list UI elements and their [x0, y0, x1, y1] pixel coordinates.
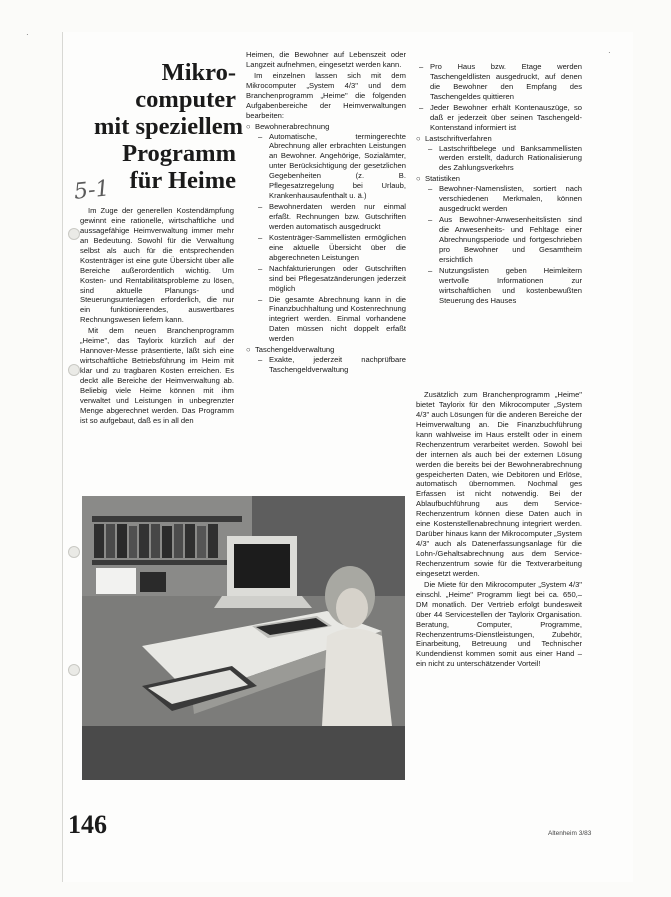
list-item: – Automatische, termingerechte Abrechnung aller erbrachten Leistungen an Bewohner. Angehörige, Sozialämter, unter Berücksichtigung der gesetzlichen Gegebenheiten (z. B. Pflegesatzregelung bei Urlaub, Krankenhausaufenthalt u. ä.): [255, 132, 406, 202]
paragraph: Die Miete für den Mikrocomputer „System 4/3" einschl. „Heime" Programm liegt bei ca. 650,– DM monatlich. Der Vertrieb erfolgt bundesweit über 44 Servicestellen der Taylorix Organisation. Beratung, Computer, Programme, Rechenzentrums-Dienstleistungen, Zubehör, Einarbeitung, Betreuung und Technischer Kundendienst kommen somit aus einer Hand – ein nicht zu unterschätzender Vorteil!: [416, 579, 582, 669]
section-heading: Statistiken: [425, 174, 461, 184]
circle-bullet-icon: ○: [246, 121, 251, 131]
circle-bullet-icon: ○: [416, 133, 421, 143]
section-heading: Taschengeldverwaltung: [255, 345, 335, 355]
text-column-3: [416, 62, 582, 307]
list-item: – Bewohnerdaten werden nur einmal erfaßt. Rechnungen bzw. Gutschriften werden automatisch ausgedruckt: [255, 202, 406, 232]
task-section: [416, 134, 582, 174]
list-item: – Aus Bewohner-Anwesenheitslisten sind die Anwesenheits- und Fehltage einer Abrechnungsperiode und fortgeschrieben pro Bewohner und Gesamtheim ersichtlich: [425, 215, 582, 265]
task-list: [246, 122, 406, 375]
terminal-photo: [82, 496, 405, 780]
scan-mark: ·: [608, 48, 611, 57]
page-number: 146: [68, 810, 107, 839]
paragraph: Im Zuge der generellen Kostendämpfung gewinnt eine rationelle, wirtschaftliche und aussagefähige Heimverwaltung immer mehr an Bedeutung. Sowohl für die Verwaltung selbst als auch für die entsprechenden Kostenträger ist eine gute Übersicht über alle Bereiche außerordentlich wichtig. Um Kosten- und Rentabilitätsprobleme zu lösen, sind aktuelle Planungs- und Steuerungsunterlagen erforderlich, die nur ein funktionierendes, auswertbares Rechnungswesen liefern kann.: [80, 206, 234, 325]
task-section: [246, 345, 406, 375]
binder-hole-icon: [68, 664, 80, 676]
list-item: – Pro Haus bzw. Etage werden Taschengeldlisten ausgedruckt, auf denen die Bewohner den Empfang des Taschengeldes quittieren: [416, 62, 582, 102]
list-item: – Die gesamte Abrechnung kann in die Finanzbuchhaltung und Kostenrechnung integriert werden. Einmal vorhandene Daten müssen nicht doppelt erfaßt werden: [255, 295, 406, 345]
title-line: für Heime: [129, 166, 236, 194]
list-item: – Kostenträger-Sammellisten ermöglichen eine aktuelle Übersicht über die abgerechneten Leistungen: [255, 233, 406, 263]
task-section: [416, 174, 582, 305]
title-line: computer: [135, 85, 236, 113]
task-list: [416, 134, 582, 306]
list-item: – Jeder Bewohner erhält Kontenauszüge, so daß er jederzeit über seinen Taschengeld-Kontenstand informiert ist: [416, 103, 582, 133]
list-item: – Bewohner-Namenslisten, sortiert nach verschiedenen Merkmalen, können ausgedruckt werden: [425, 184, 582, 214]
title-line: mit speziellem: [94, 112, 243, 140]
footer-text: Altenheim 3/83: [548, 830, 592, 837]
list-item: – Lastschriftbelege und Banksammellisten werden erstellt, dadurch Rationalisierung des Zahlungsverkehrs: [425, 144, 582, 174]
article-title: [94, 59, 243, 195]
section-heading: Bewohnerabrechnung: [255, 121, 330, 131]
section-heading: Lastschriftverfahren: [425, 133, 492, 143]
scan-mark: ·: [26, 30, 29, 39]
paragraph: Im einzelnen lassen sich mit dem Mikrocomputer „System 4/3" und dem Branchenprogramm „Heime" die folgenden Aufgabenbereiche der Heimverwaltungen bearbeiten:: [246, 70, 406, 120]
handwritten-note: 5-1: [72, 176, 111, 205]
text-column-3-continued: [416, 390, 582, 670]
title-line: Programm: [122, 139, 236, 167]
binder-hole-icon: [68, 364, 80, 376]
circle-bullet-icon: ○: [246, 345, 251, 355]
binder-hole-icon: [68, 546, 80, 558]
circle-bullet-icon: ○: [416, 174, 421, 184]
text-column-2: [246, 50, 406, 376]
list-item: – Nutzungslisten geben Heimleitern wertvolle Informationen zur wirtschaftlichen und kostenbewußten Steuerung des Hauses: [425, 266, 582, 306]
paragraph: Zusätzlich zum Branchenprogramm „Heime" bietet Taylorix für den Mikrocomputer „System 4/3" auch Lösungen für die anderen Bereiche der Heimverwaltung an. Die Finanzbuchführung kann wahlweise im Haus erstellt oder in einem Rechenzentrum verarbeitet werden. Sowohl bei der internen als auch bei der externen Lösung werden die bereits bei der Bewohnerabrechnung gespeicherten Daten, wie Debitoren und Erlöse, automatisch übernommen. Nochmal ges Erfassen ist nicht notwendig. Bei der Ablaufbuchführung aus dem Service-Rechenzentrum können diese Daten auch in eine Kostenstellenabrechnung integriert werden. Darüber hinaus kann der Mikrocomputer „System 4/3" auch als Datenerfassungsanlage für die Lohn-/Gehaltsabrechnung aus dem Service-Rechenzentrum sowie für die Textverarbeitung eingesetzt werden.: [416, 390, 582, 578]
binder-hole-icon: [68, 228, 80, 240]
paragraph: Mit dem neuen Branchenprogramm „Heime", das Taylorix kürzlich auf der Hannover-Messe präsentierte, läßt sich eine wirtschaftliche Betriebsführung im Heim mit klar und zu tragbaren Kosten erreichen. Es deckt alle Bereiche der Heimverwaltung ab. Beliebig viele Heime können mit ihm verwaltet und Leistungen in unbegrenzter Menge abgerechnet werden. Das Programm ist so aufgebaut, daß es in all den: [80, 326, 234, 425]
text-column-1: [80, 206, 234, 427]
title-line: Mikro-: [161, 59, 236, 86]
photo-illustration: [82, 496, 405, 780]
list-item: – Nachfakturierungen oder Gutschriften sind bei Pflegesatzänderungen jederzeit möglich: [255, 264, 406, 294]
paragraph: Heimen, die Bewohner auf Lebenszeit oder Langzeit aufnehmen, eingesetzt werden kann.: [246, 50, 406, 69]
task-section: [246, 122, 406, 345]
list-item: – Exakte, jederzeit nachprüfbare Taschengeldverwaltung: [255, 355, 406, 375]
